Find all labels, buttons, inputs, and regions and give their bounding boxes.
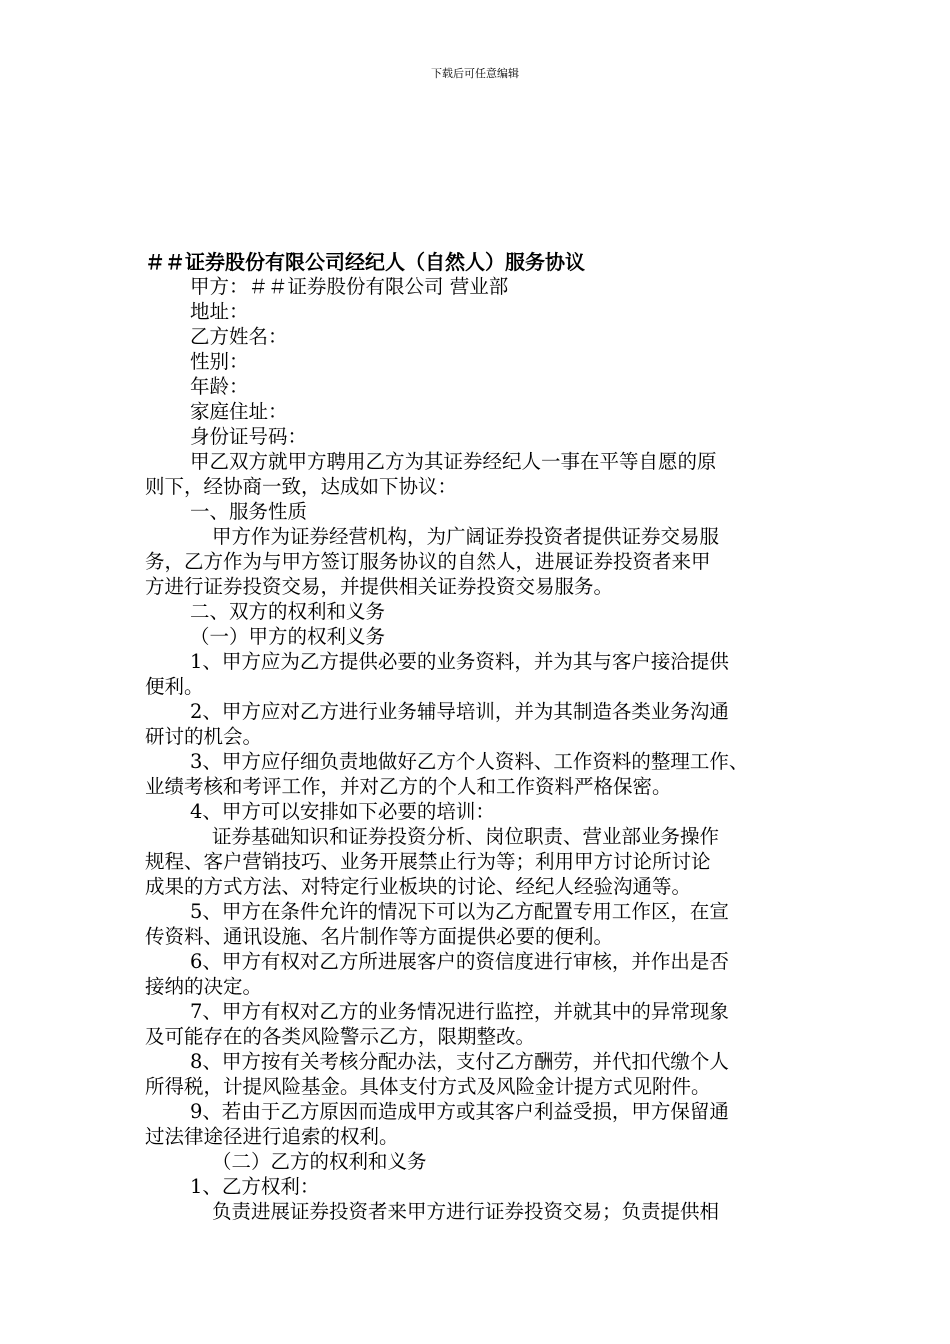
clause-line: 便利。 (145, 675, 204, 698)
clause-line: 3、甲方应仔细负责地做好乙方个人资料、工作资料的整理工作、 (190, 750, 749, 773)
age-line: 年龄： (190, 375, 249, 398)
section-heading: 二、双方的权利和义务 (190, 600, 386, 623)
clause-line: 9、若由于乙方原因而造成甲方或其客户利益受损，甲方保留通 (190, 1100, 729, 1123)
document-title: ＃＃证券股份有限公司经纪人（自然人）服务协议 (145, 250, 585, 274)
clause-line: 7、甲方有权对乙方的业务情况进行监控，并就其中的异常现象 (190, 1000, 729, 1023)
subsection-heading: （二）乙方的权利和义务 (212, 1150, 427, 1173)
clause-line: 4、甲方可以安排如下必要的培训： (190, 800, 495, 823)
paragraph-line: 甲方作为证券经营机构，为广阔证券投资者提供证券交易服 (212, 525, 720, 548)
paragraph-line: 甲乙双方就甲方聘用乙方为其证券经纪人一事在平等自愿的原 (190, 450, 717, 473)
clause-line: 5、甲方在条件允许的情况下可以为乙方配置专用工作区，在宣 (190, 900, 729, 923)
party-a-line: 甲方：＃＃证券股份有限公司 营业部 (190, 275, 509, 298)
clause-line: 6、甲方有权对乙方所进展客户的资信度进行审核，并作出是否 (190, 950, 729, 973)
paragraph-line: 务，乙方作为与甲方签订服务协议的自然人，进展证券投资者来甲 (145, 550, 711, 573)
paragraph-line: 则下，经协商一致，达成如下协议： (145, 475, 458, 498)
clause-line: 规程、客户营销技巧、业务开展禁止行为等；利用甲方讨论所讨论 (145, 850, 711, 873)
clause-line: 接纳的决定。 (145, 975, 263, 998)
clause-line: 业绩考核和考评工作，并对乙方的个人和工作资料严格保密。 (145, 775, 672, 798)
clause-line: 2、甲方应对乙方进行业务辅导培训，并为其制造各类业务沟通 (190, 700, 729, 723)
id-number-line: 身份证号码： (190, 425, 308, 448)
page-header: 下载后可任意编辑 (431, 67, 519, 80)
clause-line: 研讨的机会。 (145, 725, 263, 748)
clause-line: 及可能存在的各类风险警示乙方，限期整改。 (145, 1025, 536, 1048)
clause-line: 所得税，计提风险基金。具体支付方式及风险金计提方式见附件。 (145, 1075, 711, 1098)
section-heading: 一、服务性质 (190, 500, 308, 523)
clause-line: 过法律途径进行追索的权利。 (145, 1125, 399, 1148)
subsection-heading: （一）甲方的权利义务 (190, 625, 386, 648)
clause-line: 成果的方式方法、对特定行业板块的讨论、经纪人经验沟通等。 (145, 875, 692, 898)
gender-line: 性别： (190, 350, 249, 373)
clause-line: 负责进展证券投资者来甲方进行证券投资交易；负责提供相 (212, 1200, 720, 1223)
clause-line: 证券基础知识和证券投资分析、岗位职责、营业部业务操作 (212, 825, 720, 848)
clause-line: 1、甲方应为乙方提供必要的业务资料，并为其与客户接洽提供 (190, 650, 729, 673)
home-address-line: 家庭住址： (190, 400, 288, 423)
clause-line: 传资料、通讯设施、名片制作等方面提供必要的便利。 (145, 925, 614, 948)
clause-line: 8、甲方按有关考核分配办法，支付乙方酬劳，并代扣代缴个人 (190, 1050, 729, 1073)
clause-line: 1、乙方权利： (190, 1175, 320, 1198)
paragraph-line: 方进行证券投资交易，并提供相关证券投资交易服务。 (145, 575, 614, 598)
address-line: 地址： (190, 300, 249, 323)
party-b-name-line: 乙方姓名： (190, 325, 288, 348)
